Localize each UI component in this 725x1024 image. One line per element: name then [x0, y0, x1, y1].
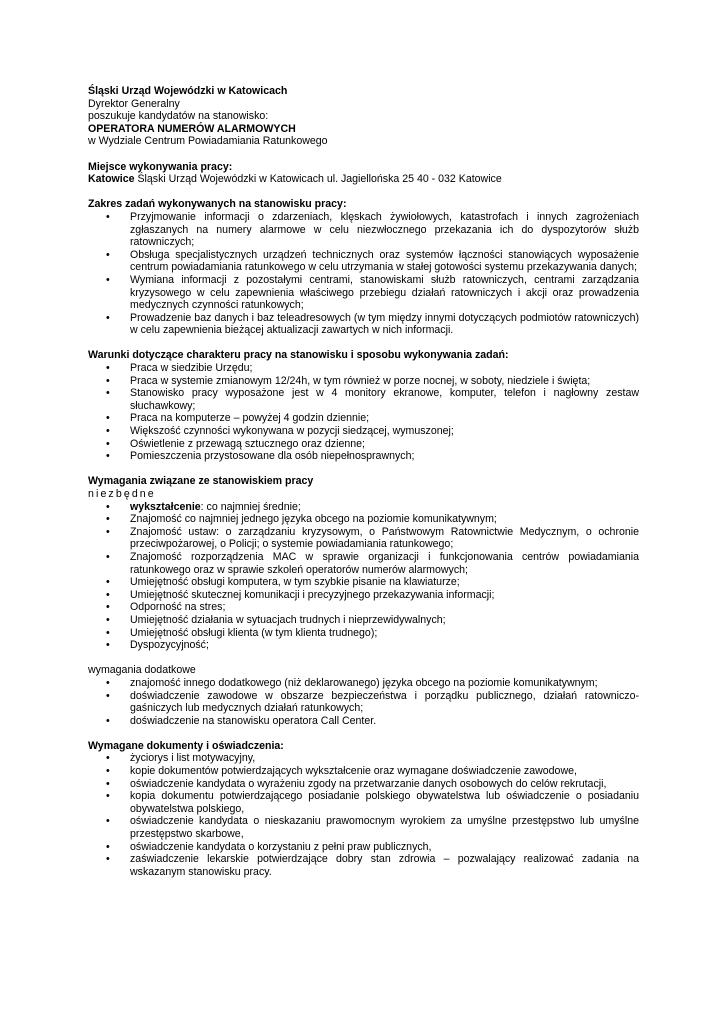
education-value: : co najmniej średnie; — [200, 500, 301, 513]
list-item: • Wymiana informacji z pozostałymi centrami, stanowiskami służb ratowniczych, centrami zarządzania kryzysowego w celu zapewnienia właściwego przebiegu działań ratowniczych i akcji oraz prowadzenia medycznych czynności ratunkowych; — [88, 274, 639, 312]
director-title: Dyrektor Generalny — [88, 97, 180, 110]
list-item: • Umiejętność działania w sytuacjach trudnych i nieprzewidywalnych; — [88, 614, 639, 627]
list-item: • Znajomość ustaw: o zarządzaniu kryzysowym, o Państwowym Ratownictwie Medycznym, o ochronie przeciwpożarowej, o Policji; o systemie powiadamiania ratunkowego; — [88, 526, 639, 551]
duties-heading: Zakres zadań wykonywanych na stanowisku pracy: — [88, 198, 347, 211]
list-item: • Umiejętność obsługi komputera, w tym szybkie pisanie na klawiaturze; — [88, 576, 639, 589]
list-item: • Praca na komputerze – powyżej 4 godzin dziennie; — [88, 412, 639, 425]
position-title: OPERATORA NUMERÓW ALARMOWYCH — [88, 122, 296, 135]
list-item: • Dyspozycyjność; — [88, 639, 639, 652]
list-item: • doświadczenie na stanowisku operatora Call Center. — [88, 715, 639, 728]
list-item: • Odporność na stres; — [88, 601, 639, 614]
location-address: Śląski Urząd Wojewódzki w Katowicach ul. Jagiellońska 25 40 - 032 Katowice — [134, 173, 502, 186]
list-item: • Umiejętność skutecznej komunikacji i precyzyjnego przekazywania informacji; — [88, 589, 639, 602]
list-item: • znajomość innego dodatkowego (niż deklarowanego) języka obcego na poziomie komunikatywnym; — [88, 677, 639, 690]
additional-label: wymagania dodatkowe — [88, 664, 196, 677]
list-item: • Stanowisko pracy wyposażone jest w 4 monitory ekranowe, komputer, telefon i nagłowny zestaw słuchawkowy; — [88, 387, 639, 412]
required-list — [88, 501, 639, 652]
list-item: • Umiejętność obsługi klienta (w tym klienta trudnego); — [88, 627, 639, 640]
location-city: Katowice — [88, 173, 135, 186]
location-heading: Miejsce wykonywania pracy: — [88, 160, 233, 173]
list-item: • Znajomość rozporządzenia MAC w sprawie organizacji i funkcjonowania centrów powiadamiania ratunkowego oraz w sprawie szkoleń operatorów numerów alarmowych; — [88, 551, 639, 576]
list-item: • Obsługa specjalistycznych urządzeń technicznych oraz systemów łączności stanowiących wyposażenie centrum powiadamiania ratunkowego w celu utrzymania w stałej gotowości systemu przekazywania danych; — [88, 249, 639, 274]
required-label: niezbędne — [88, 488, 156, 500]
education-label: wykształcenie — [130, 500, 201, 513]
list-item: • Znajomość co najmniej jednego języka obcego na poziomie komunikatywnym; — [88, 513, 639, 526]
list-item: • Praca w siedzibie Urzędu; — [88, 362, 639, 375]
list-item: • oświadczenie kandydata o korzystaniu z pełni praw publicznych, — [88, 841, 639, 854]
document-page — [88, 85, 639, 878]
list-item: • Prowadzenie baz danych i baz teleadresowych (w tym między innymi dotyczących podmiotów ratowniczych) w celu zapewnienia bieżącej aktualizacji zawartych w nich informacji. — [88, 312, 639, 337]
office-name: Śląski Urząd Wojewódzki w Katowicach — [88, 85, 288, 97]
additional-list — [88, 677, 639, 727]
list-item: • Praca w systemie zmianowym 12/24h, w tym również w porze nocnej, w soboty, niedziele i święta; — [88, 375, 639, 388]
list-item: • Pomieszczenia przystosowane dla osób niepełnosprawnych; — [88, 450, 639, 463]
location-line — [88, 173, 639, 186]
list-item: • Przyjmowanie informacji o zdarzeniach, klęskach żywiołowych, katastrofach i innych zagrożeniach zgłaszanych na numery alarmowe w celu niezwłocznego przekazania ich do dyspozytorów służb ratowniczych; — [88, 211, 639, 249]
conditions-heading: Warunki dotyczące charakteru pracy na stanowisku i sposobu wykonywania zadań: — [88, 349, 509, 362]
list-item: • kopie dokumentów potwierdzających wykształcenie oraz wymagane doświadczenie zawodowe, — [88, 765, 639, 778]
duties-list — [88, 211, 639, 337]
requirements-heading: Wymagania związane ze stanowiskiem pracy — [88, 475, 314, 488]
list-item: • życiorys i list motywacyjny, — [88, 752, 639, 765]
list-item: • kopia dokumentu potwierdzającego posiadanie polskiego obywatelstwa lub oświadczenie o posiadaniu obywatelstwa polskiego, — [88, 790, 639, 815]
list-item: • oświadczenie kandydata o nieskazaniu prawomocnym wyrokiem za umyślne przestępstwo lub umyślne przestępstwo skarbowe, — [88, 815, 639, 840]
seeking-text: poszukuje kandydatów na stanowisko: — [88, 110, 269, 123]
documents-list — [88, 752, 639, 878]
list-item: • Większość czynności wykonywana w pozycji siedzącej, wymuszonej; — [88, 425, 639, 438]
list-item: • oświadczenie kandydata o wyrażeniu zgody na przetwarzanie danych osobowych do celów rekrutacji, — [88, 778, 639, 791]
list-item: • doświadczenie zawodowe w obszarze bezpieczeństwa i porządku publicznego, działań ratowniczo-gaśniczych lub medycznych działań ratunkowych; — [88, 690, 639, 715]
list-item: • Oświetlenie z przewagą sztucznego oraz dzienne; — [88, 438, 639, 451]
conditions-list — [88, 362, 639, 463]
list-item: • zaświadczenie lekarskie potwierdzające dobry stan zdrowia – pozwalający realizować zadania na wskazanym stanowisku pracy. — [88, 853, 639, 878]
department-name: w Wydziale Centrum Powiadamiania Ratunkowego — [88, 135, 328, 148]
list-item — [88, 501, 639, 514]
documents-heading: Wymagane dokumenty i oświadczenia: — [88, 739, 284, 752]
